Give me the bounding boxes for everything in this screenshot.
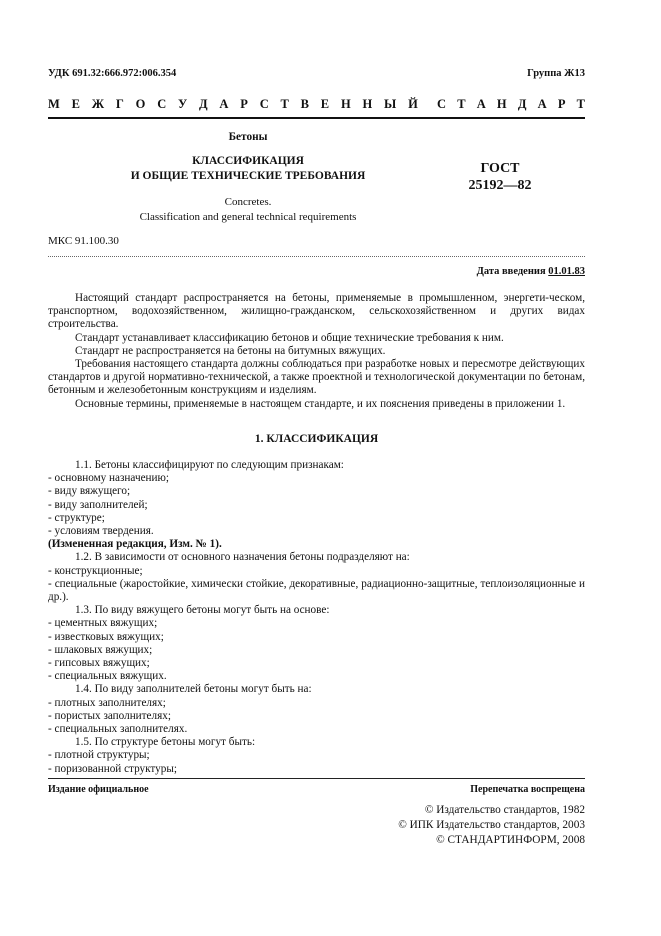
clause-1-3: 1.3. По виду вяжущего бетоны могут быть на основе: [75,604,330,617]
banner-letter: Н [362,97,373,111]
list-item: - известковых вяжущих; [48,630,164,643]
footer-rule [48,778,585,779]
banner-letter: Е [320,97,330,111]
english-line-2: Classification and general technical requirements [139,211,357,223]
section-heading: 1. КЛАССИФИКАЦИЯ [254,433,379,445]
list-item: - пористых заполнителях; [48,709,171,722]
group-code: Группа Ж13 [527,68,585,79]
banner-letter: Ы [384,97,397,111]
banner-letters [48,97,418,112]
clause-1-5: 1.5. По структуре бетоны могут быть: [75,736,256,749]
banner-letter: Е [71,97,80,111]
amendment-note: (Измененная редакция, Изм. № 1). [48,538,222,551]
subject: Бетоны [228,131,268,143]
title-line-1: КЛАССИФИКАЦИЯ [192,155,304,167]
intro-paragraph: Основные термины, применяемые в настоящем стандарте, и их пояснения приведены в приложении 1. [75,397,566,410]
official-edition: Издание официальное [48,784,149,795]
banner-letter: Н [340,97,351,111]
intro-paragraph: Настоящий стандарт распространяется на бетоны, применяемые в промышленном, энергети-ческом, транспортном, водохозяйственном, жилищно-гражданском, сельскохозяйственном и других видах строительства. [48,292,585,331]
gost-label: ГОСТ [480,161,520,176]
banner-letter: Т [457,97,466,111]
banner-letter: В [300,97,309,111]
banner-letter: Н [496,97,507,111]
banner-letter: М [48,97,60,111]
clause-1-1-list [48,472,585,538]
banner-letter: Й [408,97,418,111]
clause-1-1: 1.1. Бетоны классифицируют по следующим признакам: [75,459,344,471]
intro-date: 01.01.83 [548,266,585,277]
clause-1-3-list [48,617,585,683]
banner-standard-letters [437,97,585,112]
list-item: - плотной структуры; [48,749,150,762]
list-item: - условиям твердения. [48,525,154,538]
intro-date-line [477,266,585,277]
doc-title [48,154,448,184]
list-item: - специальных заполнителях. [48,723,188,736]
section-1-text [48,459,585,776]
banner-letter: Т [280,97,289,111]
intro-paragraph: Требования настоящего стандарта должны соблюдаться при разработке новых и пересмотре действующих стандартов и другой нормативно-технической, а также проектной и технологической документации по бетонам, бетонным и железобетонным конструкциям и изделиям. [48,358,585,397]
list-item: - виду вяжущего; [48,485,131,498]
english-title [48,195,448,225]
list-item: - гипсовых вяжущих; [48,657,150,670]
clause-1-4: 1.4. По виду заполнителей бетоны могут быть на: [75,683,312,696]
title-line-2: И ОБЩИЕ ТЕХНИЧЕСКИЕ ТРЕБОВАНИЯ [130,170,366,182]
banner-letter: Т [576,97,585,111]
copyright-block [398,803,585,848]
intro-date-label: Дата введения [476,266,546,277]
gost-number: 25192—82 [468,178,532,193]
list-item: - основному назначению; [48,472,169,485]
reprint-notice: Перепечатка воспрещена [470,784,585,795]
banner-letter: С [259,97,269,111]
banner-letter: Ж [91,97,105,111]
gost-block [460,160,540,194]
banner-letter: С [437,97,447,111]
intro-paragraph: Стандарт не распространяется на бетоны на битумных вяжущих. [75,344,386,357]
banner-letter: С [157,97,167,111]
list-item: - виду заполнителей; [48,498,148,511]
intro-paragraph: Стандарт устанавливает классификацию бетонов и общие технические требования к ним. [75,331,504,344]
banner-letter: А [476,97,486,111]
intro-text [48,292,585,411]
banner-rule [48,117,585,119]
list-item: - специальные (жаростойкие, химически стойкие, декоративные, радиационно-защитные, теплоизоляционные и др.). [48,577,585,604]
list-item: - конструкционные; [48,564,143,577]
list-item: - поризованной структуры; [48,762,177,775]
banner-letter: А [219,97,229,111]
list-item: - специальных вяжущих. [48,670,167,683]
copyright-line: © ИПК Издательство стандартов, 2003 [398,819,585,831]
list-item: - цементных вяжущих; [48,617,158,630]
clause-1-4-list [48,697,585,737]
list-item: - шлаковых вяжущих; [48,643,153,656]
banner-letter: О [135,97,146,111]
banner-letter: Г [115,97,124,111]
copyright-line: © СТАНДАРТИНФОРМ, 2008 [436,834,585,846]
clause-1-5-list [48,749,585,775]
copyright-line: © Издательство стандартов, 1982 [424,804,585,816]
list-item: - структуре; [48,511,105,524]
standard-banner [48,97,585,112]
banner-letter: Р [557,97,566,111]
banner-letter: Д [517,97,527,111]
banner-letter: Р [240,97,248,111]
list-item: - плотных заполнителях; [48,696,166,709]
clause-1-2: 1.2. В зависимости от основного назначения бетоны подразделяют на: [75,551,410,564]
english-line-1: Concretes. [224,196,272,208]
mks-code: МКС 91.100.30 [48,235,119,247]
separator [48,256,585,257]
banner-letter: Д [199,97,208,111]
banner-letter: У [178,97,188,111]
udc-code: УДК 691.32:666.972:006.354 [48,68,177,79]
banner-letter: А [537,97,547,111]
